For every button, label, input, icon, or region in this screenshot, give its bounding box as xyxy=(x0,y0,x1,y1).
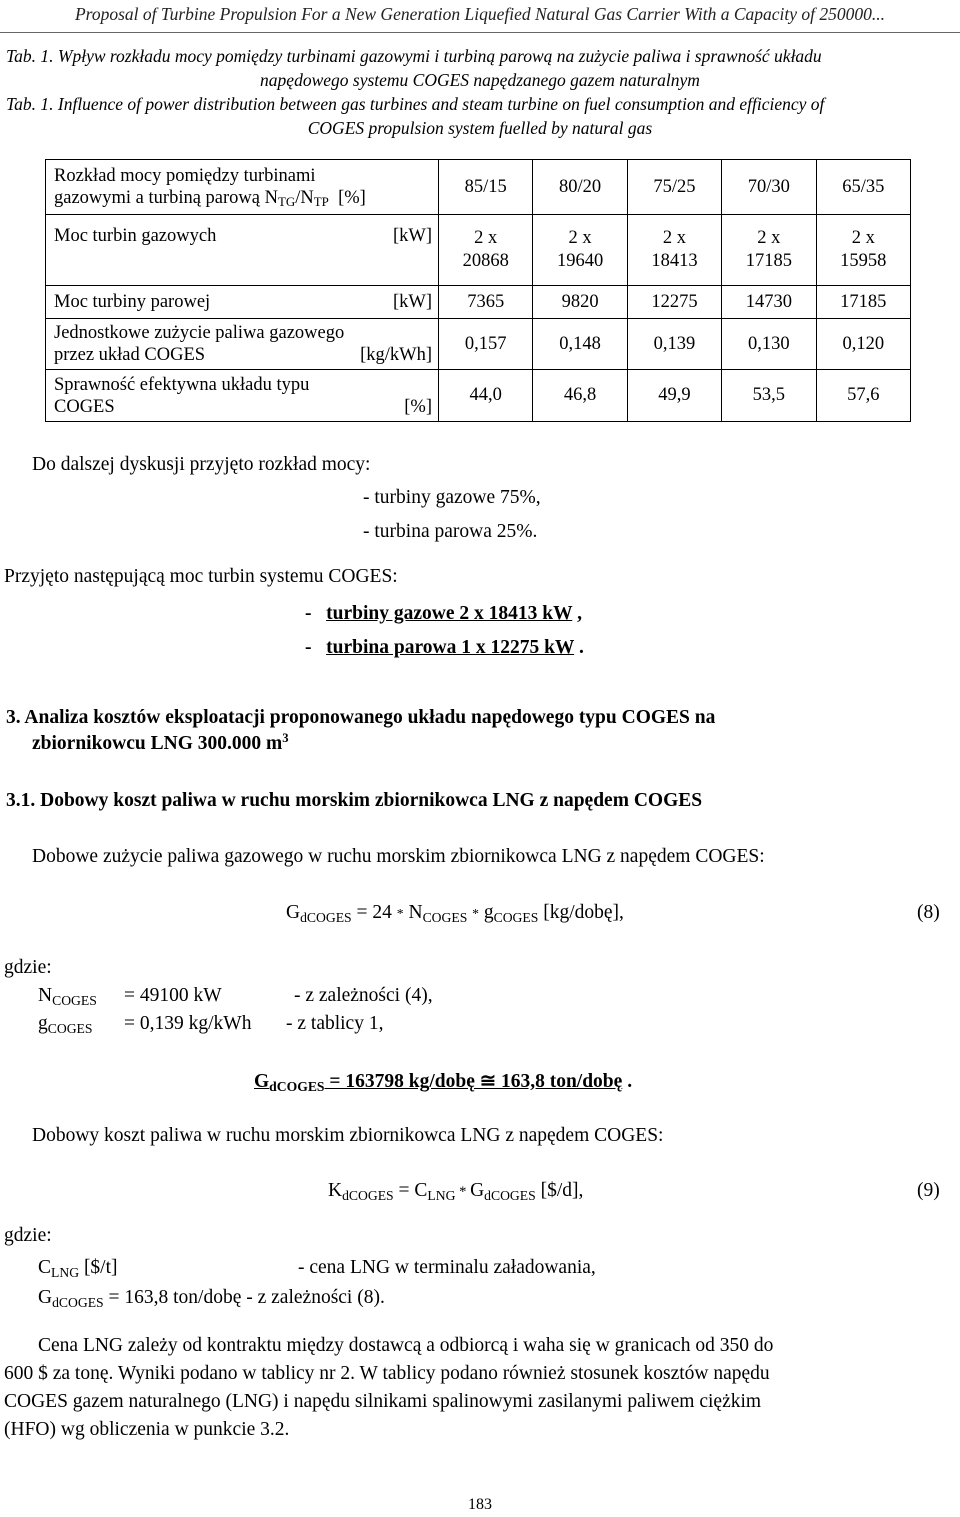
definition-note: - z zależności (4), xyxy=(294,985,433,1006)
label-text: gazowymi a turbiną parową N xyxy=(54,187,278,208)
table-row xyxy=(46,286,911,319)
definition xyxy=(38,1013,92,1035)
definition xyxy=(38,1257,118,1279)
symbol: G xyxy=(254,1071,270,1092)
table-cell: 0,157 xyxy=(439,319,533,370)
label-text: /N xyxy=(295,187,314,208)
list-item-text: turbina parowa 1 x 12275 kW xyxy=(326,637,575,658)
definition-note: - z tablicy 1, xyxy=(286,1013,384,1034)
cell-line: 20868 xyxy=(462,251,509,271)
results-table xyxy=(45,159,911,422)
definition xyxy=(38,1287,385,1309)
subscript: dCOGES xyxy=(342,1187,394,1203)
table-row xyxy=(46,319,911,370)
table-cell: 0,120 xyxy=(816,319,910,370)
unit: [%] xyxy=(404,396,432,417)
label-text: Moc turbiny parowej xyxy=(54,292,211,312)
section-heading: 3. Analiza kosztów eksploatacji proponowanego układu napędowego typu COGES na xyxy=(6,707,716,728)
symbol: g xyxy=(38,1013,48,1034)
table-cell xyxy=(816,215,910,286)
paragraph-line: Cena LNG zależy od kontraktu między dostawcą a odbiorcą i waha się w granicach od 350 do xyxy=(38,1335,774,1356)
symbol: N xyxy=(38,985,53,1006)
result-text: = 163798 kg/dobę ≅ 163,8 ton/dobę xyxy=(324,1071,623,1092)
row-label xyxy=(46,160,439,215)
subscript: COGES xyxy=(493,909,539,925)
equation-8 xyxy=(286,902,624,924)
symbol: C xyxy=(38,1257,52,1278)
table-cell: 53,5 xyxy=(722,370,816,422)
table-cell: 14730 xyxy=(722,286,816,319)
equation-number: (8) xyxy=(917,902,940,923)
list-item xyxy=(305,603,582,625)
definition-value: [$/t] xyxy=(79,1257,118,1278)
table-cell xyxy=(439,215,533,286)
table-row xyxy=(46,215,911,286)
table-cell: 70/30 xyxy=(722,160,816,215)
punctuation: . xyxy=(574,637,584,658)
header-rule xyxy=(0,32,960,33)
table-row xyxy=(46,370,911,422)
equation-number: (9) xyxy=(917,1180,940,1201)
cell-line: 2 x xyxy=(851,228,875,248)
symbol: K xyxy=(328,1180,343,1201)
label-line: Sprawność efektywna układu typu xyxy=(54,374,310,395)
unit: [kW] xyxy=(392,292,432,312)
row-label xyxy=(46,319,439,370)
running-header: Proposal of Turbine Propulsion For a New Generation Liquefied Natural Gas Carrier With a Capacity of 250000... xyxy=(74,4,886,24)
table-cell: 9820 xyxy=(533,286,627,319)
paragraph-line: COGES gazem naturalnego (LNG) i napędu silnikami spalinowymi zasilanymi paliwem ciężkim xyxy=(4,1391,762,1412)
table-cell: 12275 xyxy=(627,286,721,319)
paragraph-line: 600 $ za tonę. Wyniki podano w tablicy nr 2. W tablicy podano również stosunek kosztów napędu xyxy=(4,1363,770,1384)
punctuation: , xyxy=(572,603,582,624)
table-cell: 46,8 xyxy=(533,370,627,422)
table-cell: 85/15 xyxy=(439,160,533,215)
table-cell xyxy=(533,215,627,286)
caption-en-line1: Tab. 1. Influence of power distribution between gas turbines and steam turbine on fuel consumption and efficiency of xyxy=(6,94,825,114)
label-text: przez układ COGES xyxy=(54,345,206,365)
label-gdzie: gdzie: xyxy=(4,1225,52,1246)
caption-pl-line1: Tab. 1. Wpływ rozkładu mocy pomiędzy turbinami gazowymi i turbiną parową na zużycie paliwa i sprawność układu xyxy=(6,46,822,66)
cell-line: 2 x xyxy=(474,228,498,248)
label-text: Moc turbin gazowych xyxy=(54,226,217,246)
subscript: dCOGES xyxy=(484,1187,536,1203)
symbol: G xyxy=(38,1287,53,1308)
table-cell xyxy=(722,215,816,286)
unit: [%] xyxy=(338,187,366,208)
label-line: Jednostkowe zużycie paliwa gazowego xyxy=(54,323,345,343)
subscript: dCOGES xyxy=(52,1294,104,1310)
label-text: COGES xyxy=(54,396,115,417)
section-heading-line2 xyxy=(32,733,289,755)
subscript: TP xyxy=(313,194,329,210)
cell-line: 2 x xyxy=(757,228,781,248)
paragraph-line: (HFO) wg obliczenia w punkcie 3.2. xyxy=(4,1419,290,1440)
table-cell: 0,130 xyxy=(722,319,816,370)
eq-unit: [kg/dobę], xyxy=(538,902,624,923)
list-item xyxy=(305,637,584,659)
table-cell: 75/25 xyxy=(627,160,721,215)
multiply-sign: * xyxy=(472,906,479,921)
unit: [kg/kWh] xyxy=(360,345,432,365)
paragraph: Przyjęto następującą moc turbin systemu COGES: xyxy=(4,566,398,587)
table-cell: 57,6 xyxy=(816,370,910,422)
cell-line: 15958 xyxy=(840,251,887,271)
dash: - xyxy=(305,603,312,624)
cell-line: 2 x xyxy=(662,228,687,248)
result-equation xyxy=(254,1069,632,1093)
result-underlined xyxy=(254,1071,622,1092)
punctuation: . xyxy=(622,1071,633,1092)
subscript: dCOGES xyxy=(300,909,352,925)
cell-line: 19640 xyxy=(556,251,604,271)
symbol: N xyxy=(403,902,423,923)
paragraph: Dobowe zużycie paliwa gazowego w ruchu morskim zbiornikowca LNG z napędem COGES: xyxy=(32,846,765,867)
table-cell: 0,148 xyxy=(533,319,627,370)
label-line xyxy=(54,187,432,210)
page-number: 183 xyxy=(468,1496,492,1513)
eq-unit: [$/d], xyxy=(535,1180,584,1201)
table-cell: 49,9 xyxy=(627,370,721,422)
definition xyxy=(38,985,97,1007)
list-item: - turbina parowa 25%. xyxy=(363,521,538,542)
definition-value: = 49100 kW xyxy=(124,985,222,1006)
table-cell: 0,139 xyxy=(627,319,721,370)
equation-9 xyxy=(328,1180,583,1202)
row-label xyxy=(46,286,439,319)
subscript: dCOGES xyxy=(269,1078,325,1094)
subscript: COGES xyxy=(47,1020,93,1036)
paragraph: Dobowy koszt paliwa w ruchu morskim zbiornikowca LNG z napędem COGES: xyxy=(32,1125,664,1146)
subscript: LNG xyxy=(51,1264,80,1280)
table-cell xyxy=(627,215,721,286)
list-item-text: turbiny gazowe 2 x 18413 kW xyxy=(326,603,573,624)
table-row xyxy=(46,160,911,215)
eq-text: = 24 xyxy=(351,902,397,923)
definition-value: = 0,139 kg/kWh xyxy=(124,1013,252,1034)
dash: - xyxy=(305,637,312,658)
unit: [kW] xyxy=(392,226,432,246)
row-label xyxy=(46,215,439,286)
subscript: COGES xyxy=(52,992,97,1008)
table-cell: 17185 xyxy=(816,286,910,319)
table-cell: 80/20 xyxy=(533,160,627,215)
cell-line: 18413 xyxy=(651,251,698,271)
definition-note: - cena LNG w terminalu załadowania, xyxy=(298,1257,596,1278)
table-cell: 65/35 xyxy=(816,160,910,215)
subscript: LNG xyxy=(427,1187,456,1203)
table-cell: 44,0 xyxy=(439,370,533,422)
subscript: TG xyxy=(277,194,296,210)
subsection-heading: 3.1. Dobowy koszt paliwa w ruchu morskim zbiornikowca LNG z napędem COGES xyxy=(6,790,703,811)
symbol: G xyxy=(286,902,301,923)
symbol: G xyxy=(470,1180,485,1201)
label-line: Rozkład mocy pomiędzy turbinami xyxy=(54,165,316,186)
caption-pl-line2: napędowego systemu COGES napędzanego gazem naturalnym xyxy=(260,70,700,90)
list-item: - turbiny gazowe 75%, xyxy=(363,487,541,508)
superscript: 3 xyxy=(282,731,289,746)
symbol: g xyxy=(478,902,494,923)
cell-line: 2 x xyxy=(568,228,592,248)
heading-text: zbiornikowcu LNG 300.000 m xyxy=(32,733,283,754)
row-label xyxy=(46,370,439,422)
label-gdzie: gdzie: xyxy=(4,957,52,978)
table-cell: 7365 xyxy=(439,286,533,319)
multiply-sign: * xyxy=(396,906,404,921)
definition-value: = 163,8 ton/dobę - z zależności (8). xyxy=(103,1287,385,1308)
caption-en-line2: COGES propulsion system fuelled by natural gas xyxy=(307,118,653,138)
cell-line: 17185 xyxy=(745,251,792,271)
subscript: COGES xyxy=(422,909,468,925)
paragraph: Do dalszej dyskusji przyjęto rozkład mocy: xyxy=(32,454,371,475)
multiply-sign: * xyxy=(455,1184,471,1200)
eq-text: = C xyxy=(393,1180,428,1201)
